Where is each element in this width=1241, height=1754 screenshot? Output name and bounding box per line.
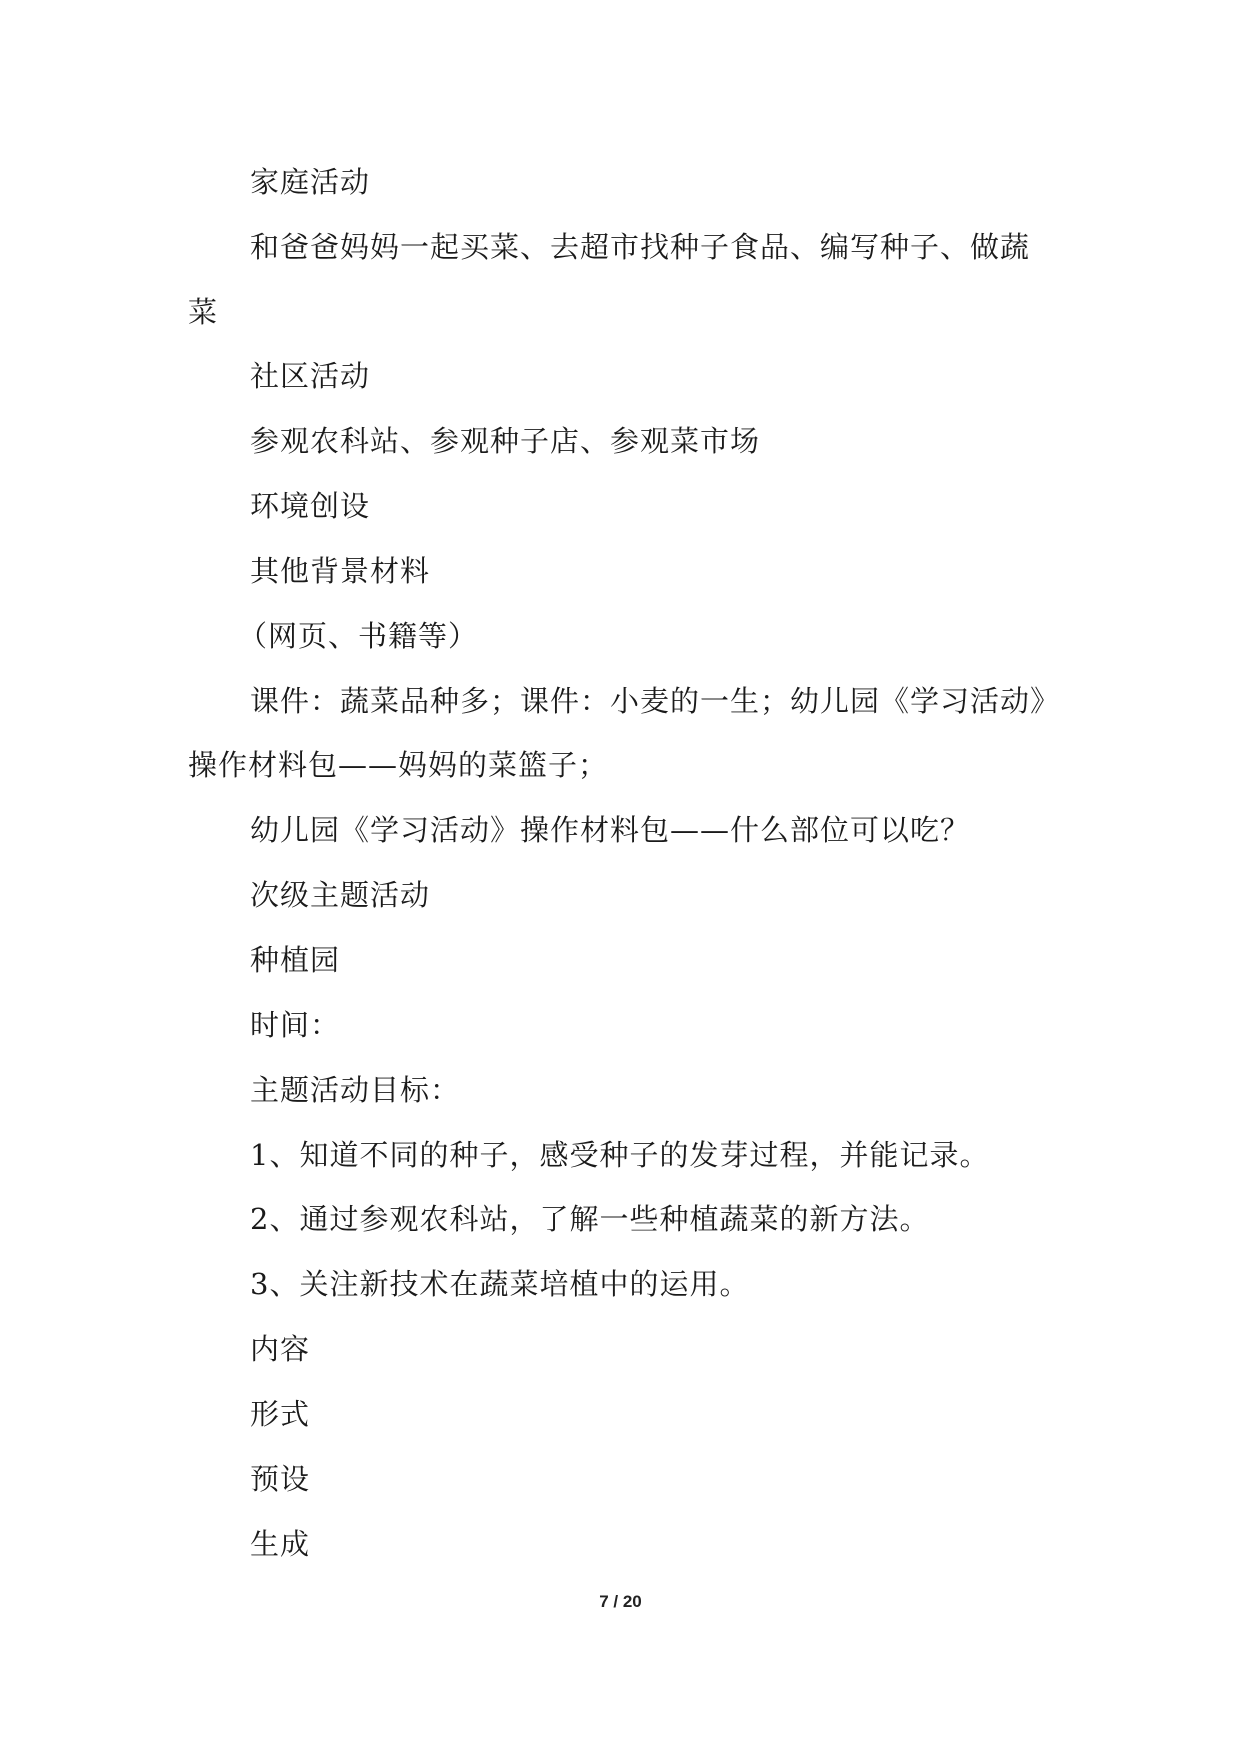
text-line: 次级主题活动 <box>250 878 431 912</box>
text-line: 操作材料包——妈妈的菜篮子； <box>188 748 609 782</box>
text-line: 参观农科站、参观种子店、参观菜市场 <box>250 424 761 458</box>
text-line: 社区活动 <box>250 359 371 393</box>
text-line: 内容 <box>250 1332 311 1366</box>
text-line: 和爸爸妈妈一起买菜、去超市找种子食品、编写种子、做蔬 <box>250 230 1031 264</box>
text-line: 幼儿园《学习活动》操作材料包——什么部位可以吃？ <box>250 813 971 847</box>
text-line: 生成 <box>250 1527 311 1561</box>
text-line: 环境创设 <box>250 489 371 523</box>
text-line: 主题活动目标： <box>250 1073 461 1107</box>
text-line: 种植园 <box>250 943 341 977</box>
text-line: 2、通过参观农科站，了解一些种植蔬菜的新方法。 <box>250 1202 930 1236</box>
text-line: 预设 <box>250 1462 311 1496</box>
text-line: 形式 <box>250 1397 311 1431</box>
page-number: 7 / 20 <box>599 1592 642 1611</box>
text-line: （网页、书籍等） <box>238 619 479 653</box>
text-line: 3、关注新技术在蔬菜培植中的运用。 <box>250 1267 750 1301</box>
text-line: 课件：蔬菜品种多；课件：小麦的一生；幼儿园《学习活动》 <box>250 684 1061 718</box>
text-line: 时间： <box>250 1008 341 1042</box>
text-line: 菜 <box>188 295 219 329</box>
text-line: 1、知道不同的种子，感受种子的发芽过程，并能记录。 <box>250 1138 990 1172</box>
text-line: 家庭活动 <box>250 165 371 199</box>
text-line: 其他背景材料 <box>250 554 431 588</box>
